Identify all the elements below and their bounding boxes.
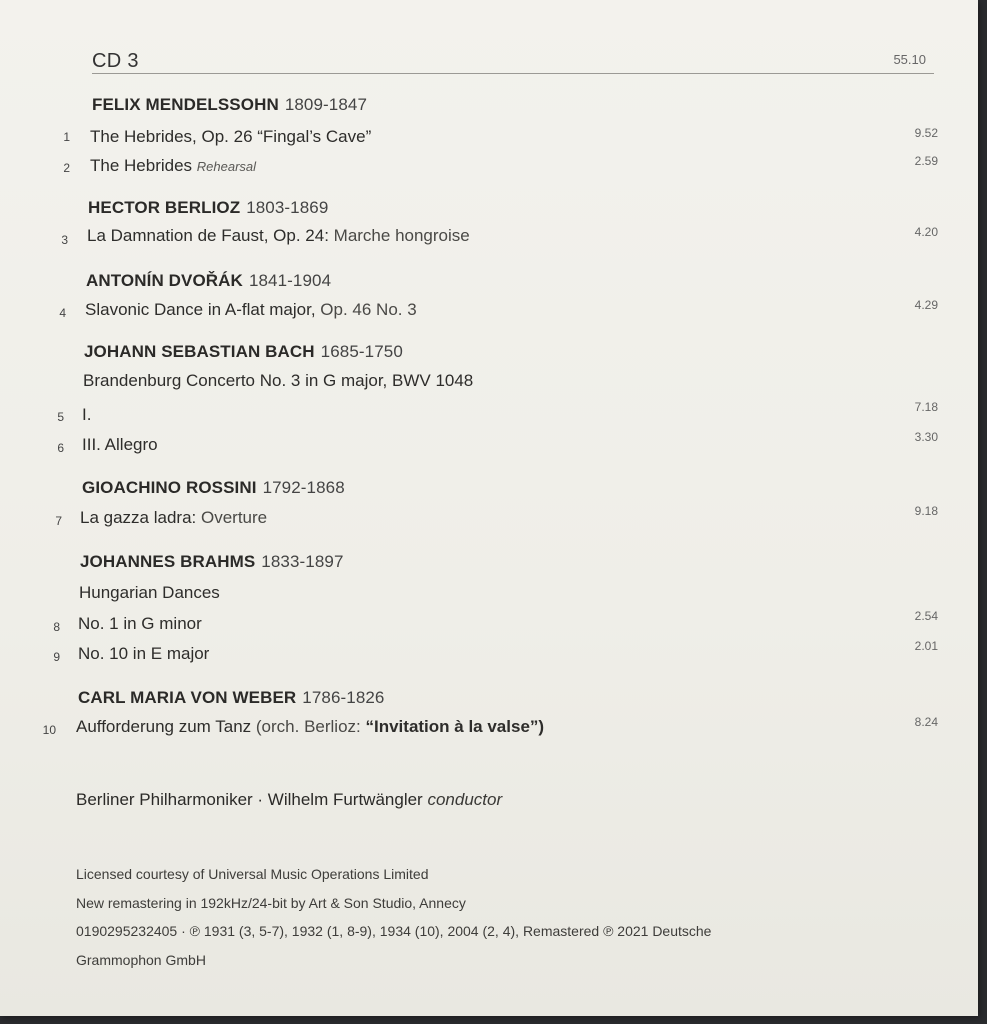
disc-label: CD 3 (92, 50, 139, 72)
track-number: 9 (53, 650, 60, 664)
track-duration: 2.54 (914, 609, 938, 623)
track-title (87, 226, 470, 246)
track-title-text: No. 10 in E major (78, 644, 210, 663)
track-note: Rehearsal (196, 159, 257, 174)
track-duration: 8.24 (914, 715, 938, 729)
track-number: 3 (61, 233, 68, 247)
composer-name: CARL MARIA VON WEBER (78, 688, 297, 707)
composer-years: 1833-1897 (261, 552, 344, 571)
composer-name: GIOACHINO ROSSINI (82, 478, 257, 497)
track-number: 2 (63, 161, 70, 175)
track-note-quote: “Invitation à la valse”) (365, 717, 545, 736)
track-title-text: Aufforderung zum Tanz (76, 717, 252, 736)
track-title (82, 435, 158, 455)
track-duration: 2.59 (914, 154, 938, 168)
composer-name: JOHANN SEBASTIAN BACH (84, 342, 315, 361)
composer-heading (78, 688, 384, 708)
composer-years: 1803-1869 (246, 198, 329, 217)
track-duration: 2.01 (914, 639, 938, 653)
track-duration: 9.52 (914, 126, 938, 140)
track-number: 5 (57, 410, 64, 424)
composer-name: HECTOR BERLIOZ (88, 198, 241, 217)
credit-line: Licensed courtesy of Universal Music Operations Limited (76, 866, 429, 882)
credit-line: Grammophon GmbH (76, 951, 206, 968)
track-duration: 4.29 (914, 298, 938, 312)
work-title-text: Brandenburg Concerto No. 3 in G major, BWV 1048 (83, 371, 474, 390)
track-note: Op. 46 No. 3 (320, 300, 417, 319)
track-number: 4 (59, 306, 66, 320)
header-divider (92, 73, 934, 74)
composer-name: JOHANNES BRAHMS (80, 552, 256, 571)
track-title-text: Slavonic Dance in A-flat major, (85, 300, 316, 319)
track-title (78, 644, 209, 664)
track-title (90, 156, 256, 176)
composer-heading (88, 198, 328, 218)
track-number: 7 (55, 514, 62, 528)
track-duration: 4.20 (914, 225, 938, 239)
track-title-text: The Hebrides, Op. 26 “Fingal’s Cave” (90, 127, 372, 146)
work-title-text: Hungarian Dances (79, 583, 220, 602)
composer-years: 1786-1826 (302, 688, 385, 707)
track-number: 1 (63, 130, 70, 144)
composer-name: FELIX MENDELSSOHN (92, 95, 279, 114)
track-title (85, 300, 417, 320)
disc-total-time: 55.10 (893, 52, 926, 67)
credit-line: New remastering in 192kHz/24-bit by Art & Son Studio, Annecy (76, 894, 466, 911)
track-duration: 9.18 (914, 504, 938, 518)
credit-line: 0190295232405 · ℗ 1931 (3, 5-7), 1932 (1, 8-9), 1934 (10), 2004 (2, 4), Remastered ℗ 2021 Deutsche (76, 923, 712, 939)
composer-heading (84, 342, 403, 362)
track-title-text: La gazza ladra: (80, 508, 197, 527)
orchestra-conductor: Berliner Philharmoniker · Wilhelm Furtwängler (76, 790, 423, 809)
composer-heading (86, 271, 331, 291)
track-title (82, 405, 91, 425)
composer-years: 1841-1904 (248, 271, 332, 290)
track-title-text: III. Allegro (82, 435, 158, 454)
composer-years: 1792-1868 (262, 478, 345, 497)
composer-name: ANTONÍN DVOŘÁK (86, 271, 243, 290)
composer-heading (92, 95, 367, 115)
composer-heading (80, 552, 344, 572)
track-title-text: I. (82, 405, 92, 424)
credits-block (76, 860, 896, 974)
track-title-text: No. 1 in G minor (78, 614, 202, 633)
track-number: 6 (57, 441, 64, 455)
track-note: Overture (200, 508, 268, 527)
conductor-role: conductor (427, 790, 503, 809)
composer-years: 1809-1847 (284, 95, 368, 114)
track-duration: 7.18 (914, 400, 938, 414)
track-title-text: The Hebrides (90, 156, 193, 175)
work-title (79, 583, 220, 603)
work-title (83, 371, 473, 391)
track-title (76, 717, 544, 737)
track-title (80, 508, 267, 528)
composer-years: 1685-1750 (320, 342, 403, 361)
track-title (78, 614, 202, 634)
performers-line (76, 790, 502, 810)
track-note: Marche hongroise (333, 226, 470, 245)
track-title-text: La Damnation de Faust, Op. 24: (87, 226, 329, 245)
track-note: (orch. Berlioz: (255, 717, 361, 736)
track-number: 10 (42, 723, 56, 737)
composer-heading (82, 478, 345, 498)
track-title (90, 127, 371, 147)
track-duration: 3.30 (914, 430, 938, 444)
track-number: 8 (53, 620, 60, 634)
